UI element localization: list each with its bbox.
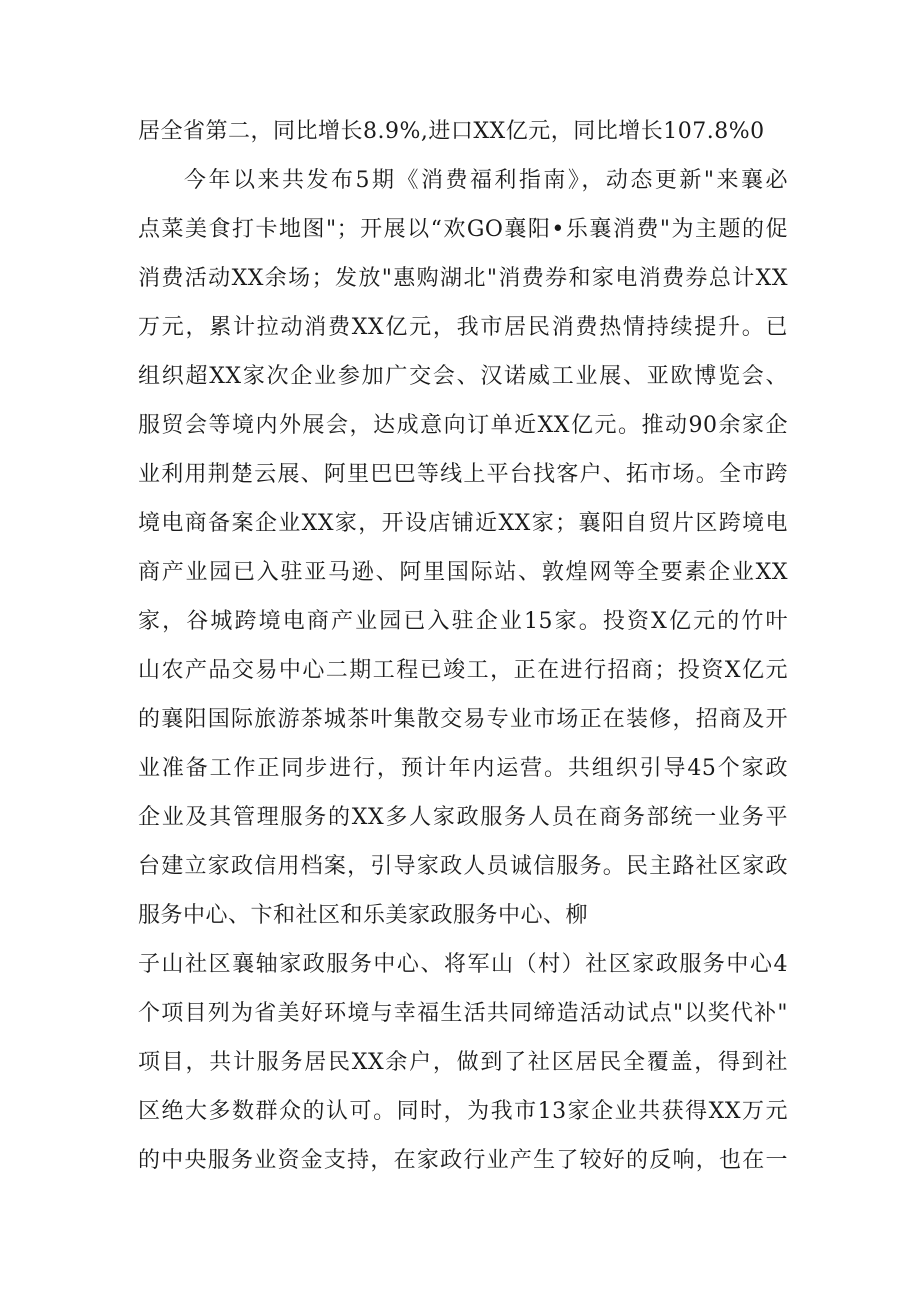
text-line: 个项目列为省美好环境与幸福生活共同缔造活动试点"以奖代补" [138,1001,788,1026]
text-line: 业利用荆楚云展、阿里巴巴等线上平台找客户、拓市场。全市跨 [138,462,788,487]
text-line: 点菜美食打卡地图"；开展以“欢GO襄阳•乐襄消费"为主题的促 [138,217,788,242]
body-text [138,112,788,1190]
text-line: 的襄阳国际旅游茶城茶叶集散交易专业市场正在装修，招商及开 [138,707,788,732]
text-line: 今年以来共发布5期《消费福利指南》，动态更新"来襄必 [184,168,788,193]
text-line: 居全省第二，同比增长8.9%,进口XX亿元，同比增长107.8%0 [138,119,765,144]
text-line: 商产业园已入驻亚马逊、阿里国际站、敦煌网等全要素企业XX [138,560,788,585]
text-line: 万元，累计拉动消费XX亿元，我市居民消费热情持续提升。已 [138,315,788,340]
text-line: 企业及其管理服务的XX多人家政服务人员在商务部统一业务平 [138,805,788,830]
text-line: 子山社区襄轴家政服务中心、将军山（村）社区家政服务中心4 [138,952,788,977]
text-line: 家，谷城跨境电商产业园已入驻企业15家。投资X亿元的竹叶 [138,609,788,634]
text-line: 项目，共计服务居民XX余户，做到了社区居民全覆盖，得到社 [138,1050,788,1075]
text-line: 境电商备案企业XX家，开设店铺近XX家；襄阳自贸片区跨境电 [138,511,788,536]
text-line: 服贸会等境内外展会，达成意向订单近XX亿元。推动90余家企 [138,413,788,438]
text-line: 消费活动XX余场；发放"惠购湖北"消费券和家电消费券总计XX [138,266,788,291]
text-line: 山农产品交易中心二期工程已竣工，正在进行招商；投资X亿元 [138,658,788,683]
text-line: 业准备工作正同步进行，预计年内运营。共组织引导45个家政 [138,756,788,781]
text-line: 台建立家政信用档案，引导家政人员诚信服务。民主路社区家政 [138,854,788,879]
text-line: 区绝大多数群众的认可。同时，为我市13家企业共获得XX万元 [138,1099,788,1124]
text-line: 组织超XX家次企业参加广交会、汉诺威工业展、亚欧博览会、 [138,364,788,389]
text-line: 的中央服务业资金支持，在家政行业产生了较好的反响，也在一 [138,1148,788,1173]
text-line: 服务中心、卞和社区和乐美家政服务中心、柳 [138,903,589,928]
